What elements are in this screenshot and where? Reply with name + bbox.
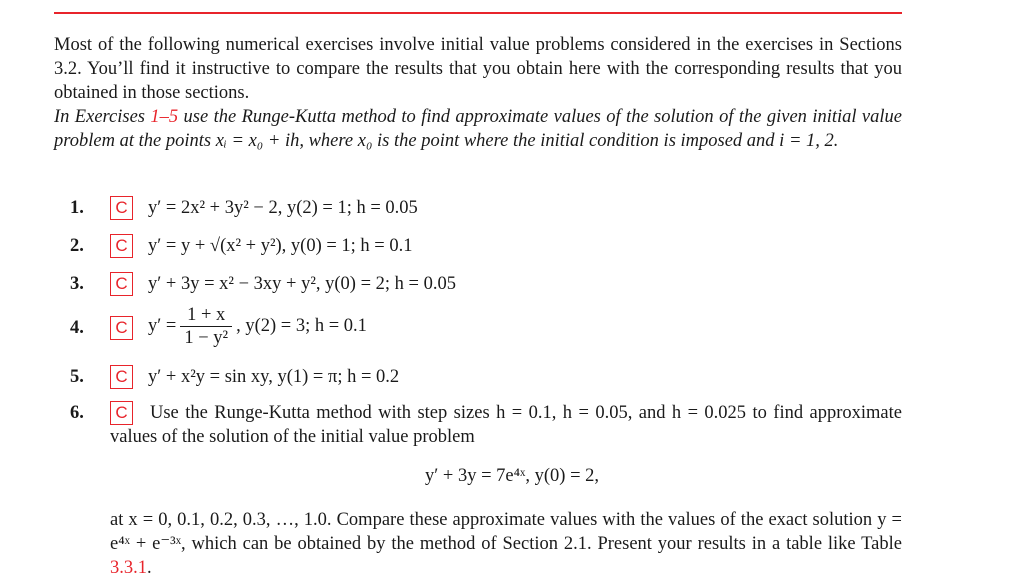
exercise-number: 3. — [70, 274, 84, 294]
exercise-number: 2. — [70, 236, 84, 256]
exercise-equation: y′ = 2x² + 3y² − 2, y(2) = 1; h = 0.05 — [148, 198, 418, 218]
exercise-6-text: Use the Runge-Kutta method with step sizes h = 0.1, h = 0.05, and h = 0.025 to find approximate values of the solution of the initial value problem — [110, 403, 902, 447]
exercise-equation: y′ + 3y = x² − 3xy + y², y(0) = 2; h = 0.05 — [148, 274, 456, 294]
instructions-paragraph: In Exercises 1–5 use the Runge-Kutta method to find approximate values of the solution of the given initial value problem at the points xᵢ = x₀ + ih, where x₀ is the point where the initial condition is imposed and i = 1, 2. — [54, 107, 902, 151]
exercise-number: 6. — [70, 403, 84, 423]
header-rule — [54, 12, 902, 14]
exercise-equation: y′ = y + √(x² + y²), y(0) = 1; h = 0.1 — [148, 236, 413, 256]
exercise-6-continuation: at x = 0, 0.1, 0.2, 0.3, …, 1.0. Compare these approximate values with the values of the exact solution y = e⁴ˣ + e⁻³ˣ, which can be obtained by the method of Section 2.1. Present your results in a table like Table 3.3.1. — [110, 510, 902, 578]
computer-exercise-badge[interactable]: C — [110, 401, 133, 425]
intro-text — [54, 33, 902, 153]
exercise-equation: y′ + x²y = sin xy, y(1) = π; h = 0.2 — [148, 367, 400, 387]
exercise-number: 1. — [70, 198, 84, 218]
computer-exercise-badge[interactable]: C — [110, 365, 133, 389]
exercise-number: 4. — [70, 318, 84, 338]
computer-exercise-badge[interactable]: C — [110, 196, 133, 220]
computer-exercise-badge[interactable]: C — [110, 234, 133, 258]
exercise-number: 5. — [70, 367, 84, 387]
exercises-range-link[interactable]: 1–5 — [150, 107, 179, 127]
computer-exercise-badge[interactable]: C — [110, 316, 133, 340]
fraction: $\frac{1 + x}{\text{1 − y²}}$ — [180, 304, 232, 349]
intro-paragraph: Most of the following numerical exercises involve initial value problems considered in the exercises in Sections 3.2. You’ll find it instructive to compare the results that you obtain here with the corresponding results that you obtained in those sections. — [54, 35, 902, 103]
display-equation: y′ + 3y = 7e⁴ˣ, y(0) = 2, — [424, 466, 600, 486]
table-reference-link[interactable]: 3.3.1 — [110, 558, 147, 578]
exercise-equation: y′ = $\frac{1 + x}{\text{1 − y²}}$ , y(2) = 3; h = 0.1 — [148, 305, 367, 348]
computer-exercise-badge[interactable]: C — [110, 272, 133, 296]
